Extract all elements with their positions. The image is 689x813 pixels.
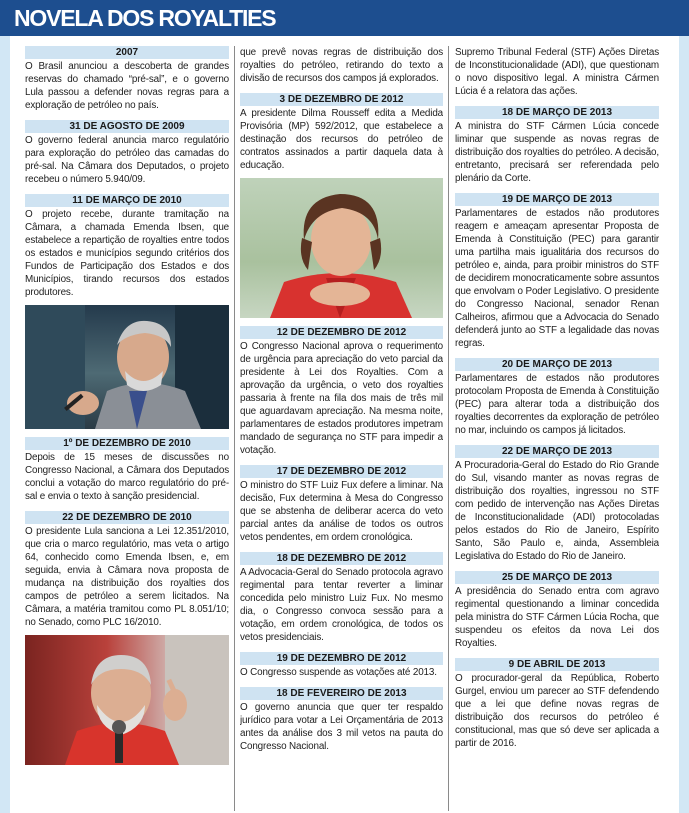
- photo-lula-speaking: [25, 635, 229, 765]
- entry-text: A ministra do STF Cármen Lúcia concede liminar que suspende as novas regras de distribuição dos royalties do petróleo. A decisão, entretanto, precisará ser referendada pelo plenário da Corte.: [455, 121, 659, 184]
- entry-text: A Procuradoria-Geral do Estado do Rio Grande do Sul, visando manter as novas regras de distribuição dos royalties, ingressou no STF com pedido de intervenção nas Ações Diretas de Inconstitucionalidade (ADI) protocoladas pelos estados do Rio de Janeiro, Espírito Santo, São Paulo e, ainda, Assembleia Legislativa do Estado do Rio de Janeiro.: [455, 460, 659, 562]
- entry-text: Supremo Tribunal Federal (STF) Ações Diretas de Inconstitucionalidade (ADI), que questionam o novo dispositivo legal. A ministra Cármen Lúcia é a relatora das ações.: [455, 47, 659, 97]
- entry-date: 12 DE DEZEMBRO DE 2012: [240, 326, 443, 339]
- entry-text: A presidência do Senado entra com agravo regimental questionando a liminar concedida pela ministra do STF Cármen Lúcia Rocha, que suspendeu os efeitos da nova Lei dos Royalties.: [455, 586, 659, 649]
- left-margin-strip: [0, 36, 10, 813]
- entry-date: 18 DE DEZEMBRO DE 2012: [240, 552, 443, 565]
- column-divider: [234, 46, 235, 811]
- entry-text: Depois de 15 meses de discussões no Congresso Nacional, a Câmara dos Deputados conclui a votação do marco regulatório do pré-sal e envia o texto à sanção presidencial.: [25, 452, 229, 502]
- entry-text: O governo anuncia que quer ter respaldo jurídico para votar a Lei Orçamentária de 2013 antes da análise dos 3 mil vetos na pauta do Congresso Nacional.: [240, 702, 443, 752]
- entry-date: 20 DE MARÇO DE 2013: [455, 358, 659, 371]
- photo-illustration: [25, 635, 229, 765]
- entry-text: que prevê novas regras de distribuição dos royalties do petróleo, retirando do texto a divisão de recursos dos campos já explorados.: [240, 47, 443, 84]
- right-margin-strip: [679, 36, 689, 813]
- entry-date: 31 DE AGOSTO DE 2009: [25, 120, 229, 133]
- entry-date: 18 DE FEVEREIRO DE 2013: [240, 687, 443, 700]
- entry-date: 2007: [25, 46, 229, 59]
- entry-date: 17 DE DEZEMBRO DE 2012: [240, 465, 443, 478]
- entry-text: A presidente Dilma Rousseff edita a Medida Provisória (MP) 592/2012, que estabelece a destinação dos recursos do petróleo de contratos assinados a partir daquela data à educação.: [240, 108, 443, 171]
- entry-date: 3 DE DEZEMBRO DE 2012: [240, 93, 443, 106]
- photo-politician-speaking: [25, 305, 229, 429]
- entry-text: Parlamentares de estados não produtores reagem e ameaçam apresentar Proposta de Emenda à Constituição (PEC) para garantir uma partilha mais igualitária dos recursos do petróleo e, ainda, para proibir ministros do STF de decidirem monocraticamente sobre assuntos que envolvam o Poder Legislativo. O presidente do Congresso Nacional, senador Renan Calheiros, afirmou que a Advocacia do Senado defenderá junto ao STF a legalidade das novas regras.: [455, 208, 659, 349]
- page-title: NOVELA DOS ROYALTIES: [14, 5, 276, 31]
- entry-text: O Congresso suspende as votações até 2013.: [240, 667, 437, 678]
- entry-text: A Advocacia-Geral do Senado protocola agravo regimental para tentar reverter a liminar concedida pelo ministro Luiz Fux. No mesmo dia, o Congresso convoca sessão para a votação, em ordem cronológica, de todos os vetos presidenciais.: [240, 567, 443, 643]
- photo-illustration: [240, 178, 443, 318]
- entry-date: 19 DE MARÇO DE 2013: [455, 193, 659, 206]
- entry-date: 19 DE DEZEMBRO DE 2012: [240, 652, 443, 665]
- entry-date: 9 DE ABRIL DE 2013: [455, 658, 659, 671]
- entry-date: 25 DE MARÇO DE 2013: [455, 571, 659, 584]
- entry-date: 22 DE DEZEMBRO DE 2010: [25, 511, 229, 524]
- photo-dilma-rousseff: [240, 178, 443, 318]
- entry-text: O presidente Lula sanciona a Lei 12.351/2010, que cria o marco regulatório, mas veta o artigo 64, conhecido como Emenda Ibsen, e, em seguida, envia à Câmara nova proposta de mudança na distribuição dos royalties dos campos de petróleo a serem licitados. Na Câmara, a matéria tramitou como PL 8.051/10; no Senado, como PLC 16/2010.: [25, 526, 229, 628]
- entry-text: O ministro do STF Luiz Fux defere a liminar. Na decisão, Fux determina à Mesa do Congresso que se abstenha de deliberar acerca do veto parcial antes da análise de todos os outros vetos pendentes, em ordem cronológica.: [240, 480, 443, 543]
- entry-text: O governo federal anuncia marco regulatório para exploração do petróleo das camadas do pré-sal. Na Câmara dos Deputados, o projeto recebeu o número 5.940/09.: [25, 135, 229, 185]
- column-2: [240, 46, 443, 811]
- entry-text: O Brasil anunciou a descoberta de grandes reservas do chamado “pré-sal”, e o governo Lula passou a defender novas regras para a exploração de petróleo no país.: [25, 61, 229, 111]
- column-3: [455, 46, 659, 811]
- entry-text: Parlamentares de estados não produtores protocolam Proposta de Emenda à Constituição (PEC) para alterar toda a distribuição dos royalties decorrentes da exploração de petróleo no mar, incluindo os campos já licitados.: [455, 373, 659, 436]
- entry-text: O procurador-geral da República, Roberto Gurgel, enviou um parecer ao STF defendendo que a lei que define novas regras de distribuição dos recursos do petróleo é constitucional, mas que só deve ser aplicada a partir de 2016.: [455, 673, 659, 749]
- column-divider: [448, 46, 449, 811]
- entry-text: O Congresso Nacional aprova o requerimento de urgência para apreciação do veto parcial da presidente à Lei dos Royalties. Com a aprovação da urgência, o veto dos royalties passaria à frente na fila dos mais de três mil que aguardavam apreciação. Na mesma noite, parlamentares de estados produtores impetram mandado de segurança no STF para impedir a votação.: [240, 341, 443, 456]
- title-banner: [0, 0, 689, 36]
- entry-date: 11 DE MARÇO DE 2010: [25, 194, 229, 207]
- entry-text: O projeto recebe, durante tramitação na Câmara, a chamada Emenda Ibsen, que estabelece a repartição de royalties entre todos os estados e municípios segundo critérios dos Fundos de Participação dos Estados e dos Municípios, tirando recursos dos estados produtores.: [25, 209, 229, 298]
- photo-illustration: [25, 305, 229, 429]
- entry-date: 1º DE DEZEMBRO DE 2010: [25, 437, 229, 450]
- entry-date: 18 DE MARÇO DE 2013: [455, 106, 659, 119]
- column-1: [25, 46, 229, 811]
- entry-date: 22 DE MARÇO DE 2013: [455, 445, 659, 458]
